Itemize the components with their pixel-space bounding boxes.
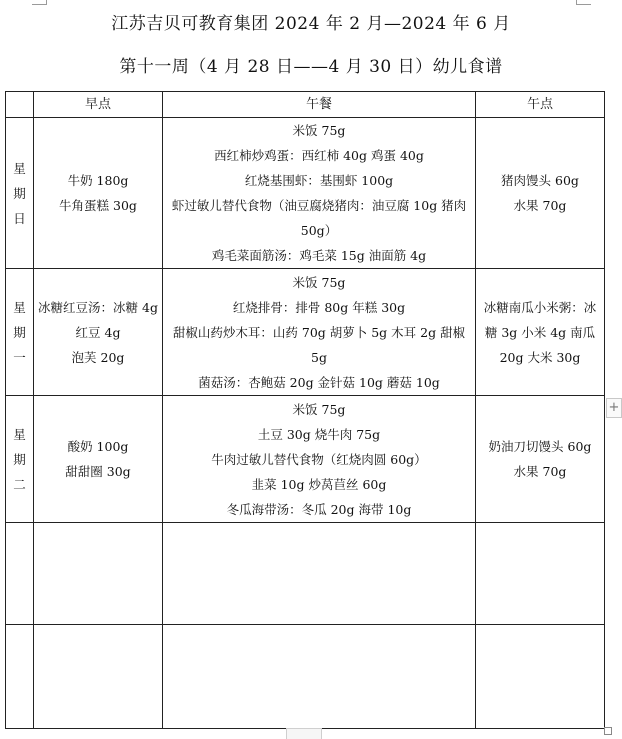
table-resize-handle[interactable] [604, 727, 612, 735]
margin-corner-mark [576, 0, 591, 5]
document-subtitle: 第十一周（4 月 28 日——4 月 30 日）幼儿食谱 [119, 57, 503, 77]
breakfast-cell: 牛奶 180g 牛角蛋糕 30g [34, 118, 163, 269]
snack-cell: 冰糖南瓜小米粥：冰糖 3g 小米 4g 南瓜 20g 大米 30g [476, 269, 605, 396]
snack-cell: 猪肉馒头 60g 水果 70g [476, 118, 605, 269]
breakfast-cell: 酸奶 100g 甜甜圈 30g [34, 396, 163, 523]
snack-cell: 奶油刀切馒头 60g 水果 70g [476, 396, 605, 523]
header-corner-cell [6, 92, 34, 118]
page-top-edge [0, 0, 622, 6]
table-row [6, 269, 605, 396]
empty-cell[interactable] [476, 523, 605, 625]
lunch-cell: 米饭 75g 土豆 30g 烧牛肉 75g 牛肉过敏儿替代食物（红烧肉圆 60g） 韭菜 10g 炒莴苣丝 60g 冬瓜海带汤：冬瓜 20g 海带 10g [163, 396, 476, 523]
empty-cell[interactable] [34, 625, 163, 729]
add-row-button[interactable]: + [606, 398, 622, 418]
empty-cell[interactable] [6, 625, 34, 729]
table-bottom-handle[interactable] [286, 728, 322, 739]
day-cell-monday: 星 期 一 [6, 269, 34, 396]
menu-table [5, 91, 605, 729]
empty-cell[interactable] [34, 523, 163, 625]
breakfast-cell: 冰糖红豆汤：冰糖 4g 红豆 4g 泡芙 20g [34, 269, 163, 396]
margin-corner-mark [32, 0, 47, 5]
day-cell-sunday: 星 期 日 [6, 118, 34, 269]
header-snack: 午点 [476, 92, 605, 118]
empty-table-row [6, 523, 605, 625]
lunch-cell: 米饭 75g 西红柿炒鸡蛋：西红柿 40g 鸡蛋 40g 红烧基围虾：基围虾 100g 虾过敏儿替代食物（油豆腐烧猪肉：油豆腐 10g 猪肉 50g） 鸡毛菜面筋汤：鸡毛菜 15g 油面筋 4g [163, 118, 476, 269]
table-row [6, 118, 605, 269]
empty-cell[interactable] [476, 625, 605, 729]
empty-table-row [6, 625, 605, 729]
header-lunch: 午餐 [163, 92, 476, 118]
day-cell-tuesday: 星 期 二 [6, 396, 34, 523]
document-title: 江苏吉贝可教育集团 2024 年 2 月—2024 年 6 月 [111, 14, 511, 34]
table-row [6, 396, 605, 523]
table-header-row [6, 92, 605, 118]
header-breakfast: 早点 [34, 92, 163, 118]
empty-cell[interactable] [6, 523, 34, 625]
empty-cell[interactable] [163, 523, 476, 625]
empty-cell[interactable] [163, 625, 476, 729]
lunch-cell: 米饭 75g 红烧排骨：排骨 80g 年糕 30g 甜椒山药炒木耳：山药 70g 胡萝卜 5g 木耳 2g 甜椒 5g 菌菇汤：杏鲍菇 20g 金针菇 10g 蘑菇 10g [163, 269, 476, 396]
